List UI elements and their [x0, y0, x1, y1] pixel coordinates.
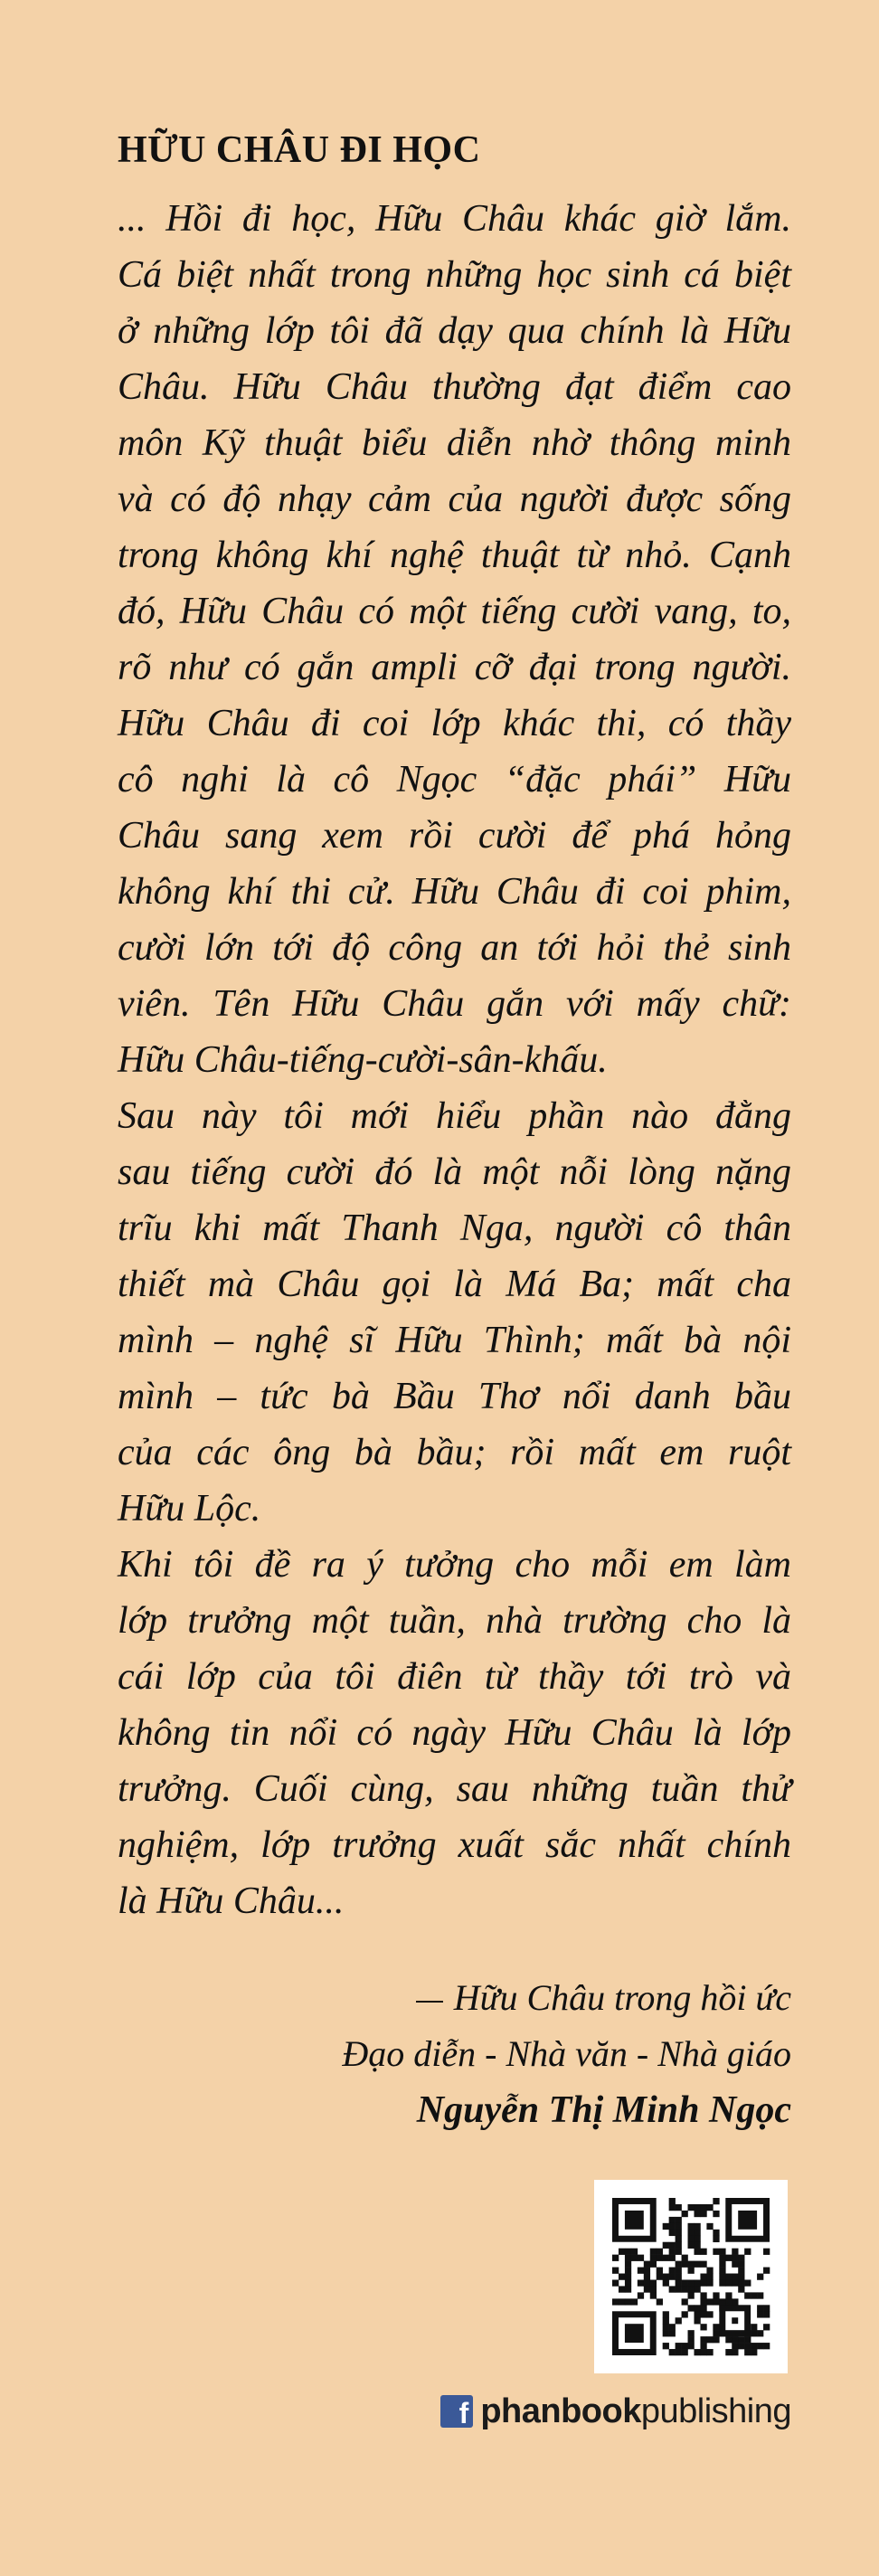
text-line: không tin nổi có ngày Hữu Châu là lớp: [118, 1712, 791, 1754]
publisher-name-bold: phanbook: [480, 2391, 641, 2430]
page-title: HỮU CHÂU ĐI HỌC: [118, 129, 481, 171]
attribution-roles: Đạo diễn - Nhà văn - Nhà giáo: [342, 2033, 791, 2074]
qr-code-graphic: [594, 2180, 788, 2373]
facebook-icon: f: [440, 2395, 473, 2428]
text-line: trưởng. Cuối cùng, sau những tuần thử: [118, 1768, 791, 1810]
text-line: ... Hồi đi học, Hữu Châu khác giờ lắm.: [118, 198, 791, 240]
paragraph: [118, 191, 791, 1088]
text-line: cô nghi là cô Ngọc “đặc phái” Hữu: [118, 759, 791, 800]
text-line: Sau này tôi mới hiểu phần nào đằng: [118, 1095, 791, 1137]
text-line: cái lớp của tôi điên từ thầy tới trò và: [118, 1656, 791, 1698]
paragraph: [118, 1537, 791, 1929]
attribution-source-line: [342, 1970, 791, 2026]
text-line: môn Kỹ thuật biểu diễn nhờ thông minh: [118, 422, 791, 464]
text-line: Hữu Châu-tiếng-cười-sân-khấu.: [118, 1039, 608, 1081]
text-line: viên. Tên Hữu Châu gắn với mấy chữ:: [118, 983, 791, 1025]
text-line: nghiệm, lớp trưởng xuất sắc nhất chính: [118, 1824, 791, 1866]
text-line: đó, Hữu Châu có một tiếng cười vang, to,: [118, 591, 791, 632]
text-line: Khi tôi đề ra ý tưởng cho mỗi em làm: [118, 1544, 791, 1586]
text-line: mình – tức bà Bầu Thơ nổi danh bầu: [118, 1376, 791, 1417]
text-line: Hữu Châu đi coi lớp khác thi, có thầy: [118, 703, 791, 744]
text-line: trĩu khi mất Thanh Nga, người cô thân: [118, 1208, 791, 1249]
publisher-name-light: publishing: [640, 2391, 791, 2430]
text-line: của các ông bà bầu; rồi mất em ruột: [118, 1432, 791, 1473]
qr-code: [594, 2180, 788, 2373]
text-line: sau tiếng cười đó là một nỗi lòng nặng: [118, 1151, 791, 1193]
text-line: Châu. Hữu Châu thường đạt điểm cao: [118, 366, 791, 408]
publisher-logo: [440, 2391, 791, 2431]
text-line: là Hữu Châu...: [118, 1880, 345, 1922]
attribution-author: Nguyễn Thị Minh Ngọc: [416, 2089, 791, 2131]
text-line: mình – nghệ sĩ Hữu Thình; mất bà nội: [118, 1320, 791, 1361]
paragraph: [118, 1088, 791, 1537]
text-line: không khí thi cử. Hữu Châu đi coi phim,: [118, 871, 791, 913]
text-line: thiết mà Châu gọi là Má Ba; mất cha: [118, 1264, 791, 1305]
text-line: Cá biệt nhất trong những học sinh cá biệt: [118, 254, 791, 296]
text-line: rõ như có gắn ampli cỡ đại trong người.: [118, 647, 791, 688]
text-line: Hữu Lộc.: [118, 1488, 261, 1530]
text-line: cười lớn tới độ công an tới hỏi thẻ sinh: [118, 927, 791, 969]
text-line: Châu sang xem rồi cười để phá hỏng: [118, 815, 791, 857]
attribution-source: Hữu Châu trong hồi ức: [453, 1977, 791, 2018]
excerpt-body: [118, 191, 791, 1929]
text-line: lớp trưởng một tuần, nhà trường cho là: [118, 1600, 791, 1642]
text-line: ở những lớp tôi đã dạy qua chính là Hữu: [118, 310, 791, 352]
text-line: và có độ nhạy cảm của người được sống: [118, 478, 791, 520]
attribution: [342, 1970, 791, 2138]
text-line: trong không khí nghệ thuật từ nhỏ. Cạnh: [118, 535, 791, 576]
dash-mark: [416, 2001, 443, 2003]
